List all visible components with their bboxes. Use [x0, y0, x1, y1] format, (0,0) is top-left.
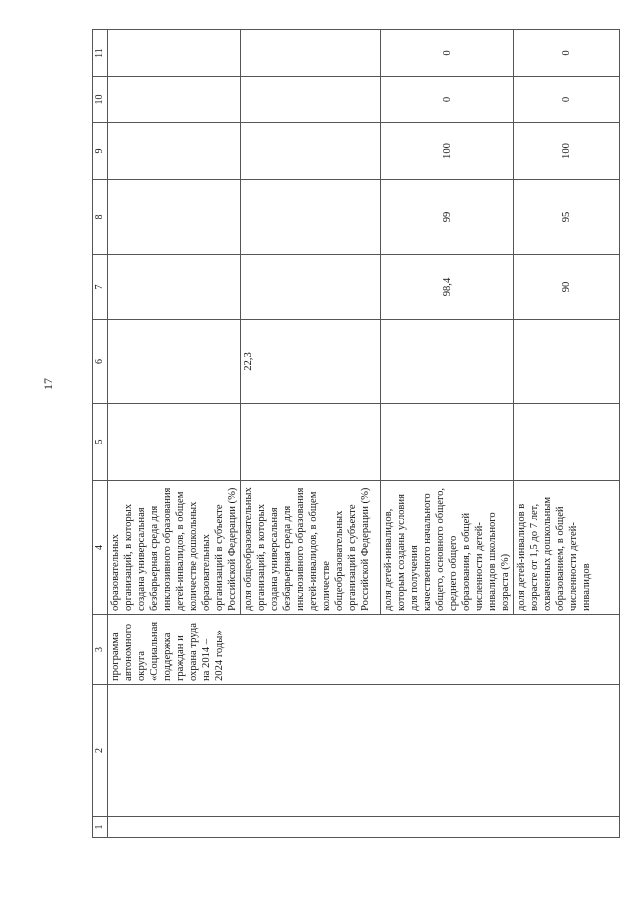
col-header-5: 5: [93, 404, 108, 481]
value-cell-10: [241, 77, 381, 123]
cell-col-1: [108, 817, 620, 838]
value-cell-10: 0: [381, 77, 514, 123]
value-cell-8: [108, 180, 241, 255]
table-row: [108, 30, 241, 838]
col-header-10: 10: [93, 77, 108, 123]
value-cell-6: [108, 320, 241, 404]
indicators-table: [92, 29, 620, 838]
value-cell-5: [381, 404, 514, 481]
value-cell-9: [108, 123, 241, 180]
value-cell-11: [108, 30, 241, 77]
col-header-11: 11: [93, 30, 108, 77]
value-cell-8: 95: [514, 180, 620, 255]
value-cell-11: 0: [381, 30, 514, 77]
value-cell-9: 100: [514, 123, 620, 180]
indicator-cell: доля детей-инвалидов в возрасте от 1,5 до 7 лет, охваченных дошкольным образованием, в общей численности детей-инвалидов: [514, 481, 620, 615]
col-header-7: 7: [93, 255, 108, 320]
value-cell-8: 99: [381, 180, 514, 255]
value-cell-7: [108, 255, 241, 320]
value-cell-11: [241, 30, 381, 77]
col-header-6: 6: [93, 320, 108, 404]
value-cell-6: 22,3: [241, 320, 381, 404]
value-cell-8: [241, 180, 381, 255]
value-cell-10: 0: [514, 77, 620, 123]
value-cell-5: [108, 404, 241, 481]
value-cell-5: [514, 404, 620, 481]
value-cell-7: [241, 255, 381, 320]
value-cell-10: [108, 77, 241, 123]
col-header-3: 3: [93, 615, 108, 685]
col-header-9: 9: [93, 123, 108, 180]
cell-col-2: [108, 685, 620, 817]
col-header-1: 1: [93, 817, 108, 838]
col-header-2: 2: [93, 685, 108, 817]
header-row: [93, 30, 108, 838]
indicator-cell: образовательных организаций, в которых создана универсальная безбарьерная среда для инклюзивного образования детей-инвалидов, в общем количестве дошкольных образовательных организаций в субъекте Российской Федерации (%): [108, 481, 241, 615]
value-cell-6: [514, 320, 620, 404]
rotated-table-container: [92, 30, 592, 838]
col-header-4: 4: [93, 481, 108, 615]
value-cell-7: 98,4: [381, 255, 514, 320]
program-cell: программа автономного округа «Социальная поддержка граждан и охрана труда на 2014 – 2024 годы»: [108, 615, 620, 685]
indicator-cell: доля детей-инвалидов, которым созданы условия для получения качественного начального общего, основного общего, среднего общего образования, в общей численности детей-инвалидов школьного возраста (%): [381, 481, 514, 615]
indicator-cell: доля общеобразовательных организаций, в которых создана универсальная безбарьерная среда для инклюзивного образования детей-инвалидов, в общем количестве общеобразовательных организаций в субъекте Российской Федерации (%): [241, 481, 381, 615]
value-cell-6: [381, 320, 514, 404]
col-header-8: 8: [93, 180, 108, 255]
value-cell-9: [241, 123, 381, 180]
value-cell-7: 90: [514, 255, 620, 320]
page-number: 17: [41, 378, 55, 390]
value-cell-5: [241, 404, 381, 481]
value-cell-9: 100: [381, 123, 514, 180]
value-cell-11: 0: [514, 30, 620, 77]
